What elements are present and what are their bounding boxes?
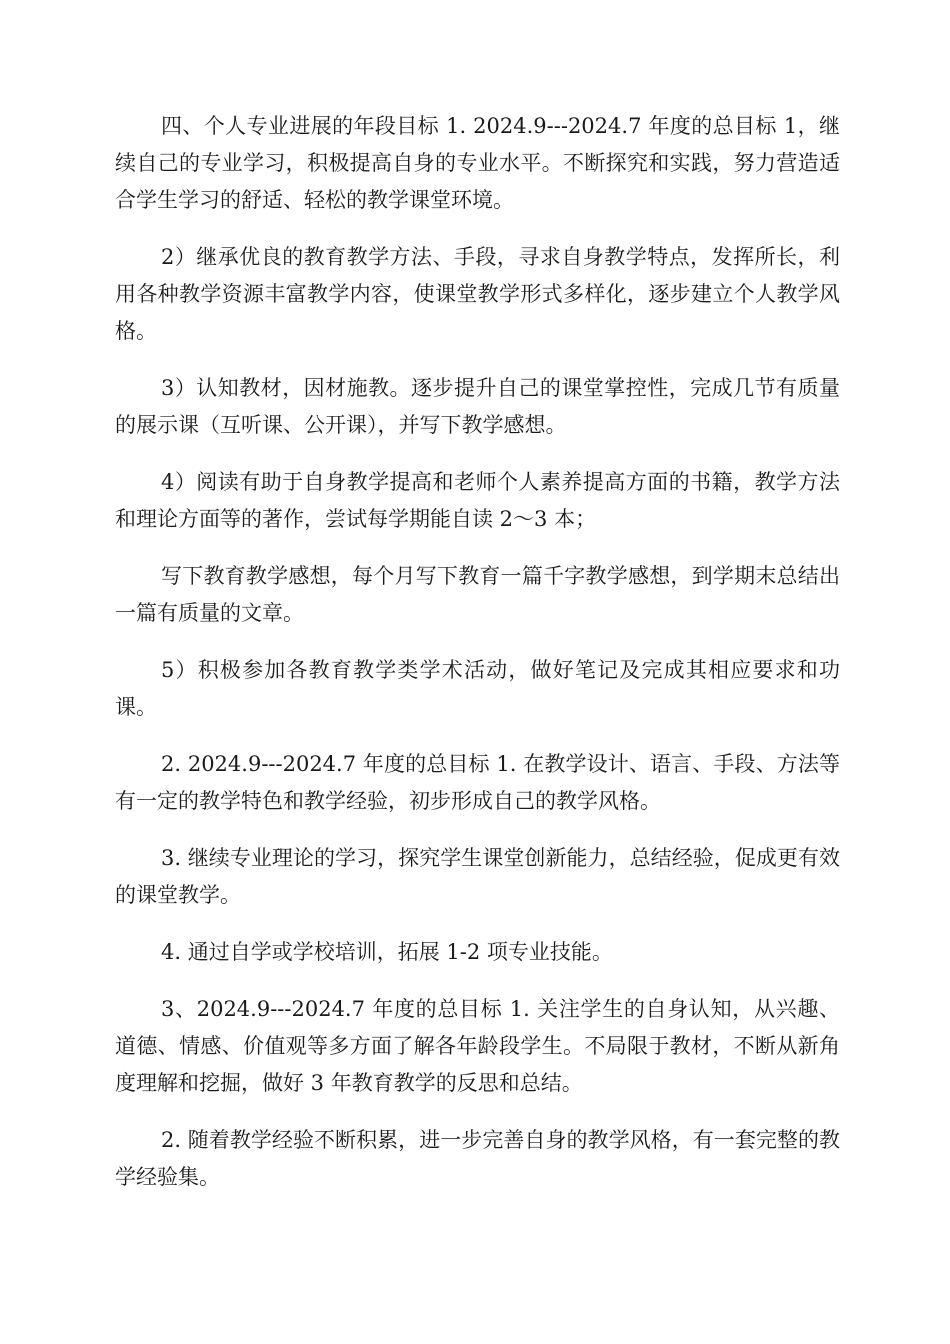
paragraph-6: 5）积极参加各教育教学类学术活动，做好笔记及完成其相应要求和功课。 [115, 658, 840, 719]
paragraph-11: 2. 随着教学经验不断积累，进一步完善自身的教学风格，有一套完整的教学经验集。 [115, 1128, 840, 1189]
paragraph-2: 2）继承优良的教育教学方法、手段，寻求自身教学特点，发挥所长，利用各种教学资源丰富教学内容，使课堂教学形式多样化，逐步建立个人教学风格。 [115, 245, 840, 343]
paragraph-1: 四、个人专业进展的年段目标 1. 2024.9---2024.7 年度的总目标 1，继续自己的专业学习，积极提高自身的专业水平。不断探究和实践，努力营造适合学生学习的舒适、轻松的教学课堂环境。 [115, 114, 840, 212]
document-body [115, 108, 840, 1216]
paragraph-5: 写下教育教学感想，每个月写下教育一篇千字教学感想，到学期末总结出一篇有质量的文章。 [115, 564, 840, 625]
paragraph-9: 4. 通过自学或学校培训，拓展 1-2 项专业技能。 [161, 940, 613, 964]
paragraph-3: 3）认知教材，因材施教。逐步提升自己的课堂掌控性，完成几节有质量的展示课（互听课、公开课），并写下教学感想。 [115, 376, 840, 437]
paragraph-4: 4）阅读有助于自身教学提高和老师个人素养提高方面的书籍，教学方法和理论方面等的著作，尝试每学期能自读 2～3 本； [115, 470, 840, 531]
paragraph-10: 3、2024.9---2024.7 年度的总目标 1. 关注学生的自身认知，从兴趣、道德、情感、价值观等多方面了解各年龄段学生。不局限于教材，不断从新角度理解和挖掘，做好 3 年教育教学的反思和总结。 [115, 997, 840, 1095]
paragraph-7: 2. 2024.9---2024.7 年度的总目标 1. 在教学设计、语言、手段、方法等有一定的教学特色和教学经验，初步形成自己的教学风格。 [115, 752, 840, 813]
paragraph-8: 3. 继续专业理论的学习，探究学生课堂创新能力，总结经验，促成更有效的课堂教学。 [115, 846, 840, 907]
